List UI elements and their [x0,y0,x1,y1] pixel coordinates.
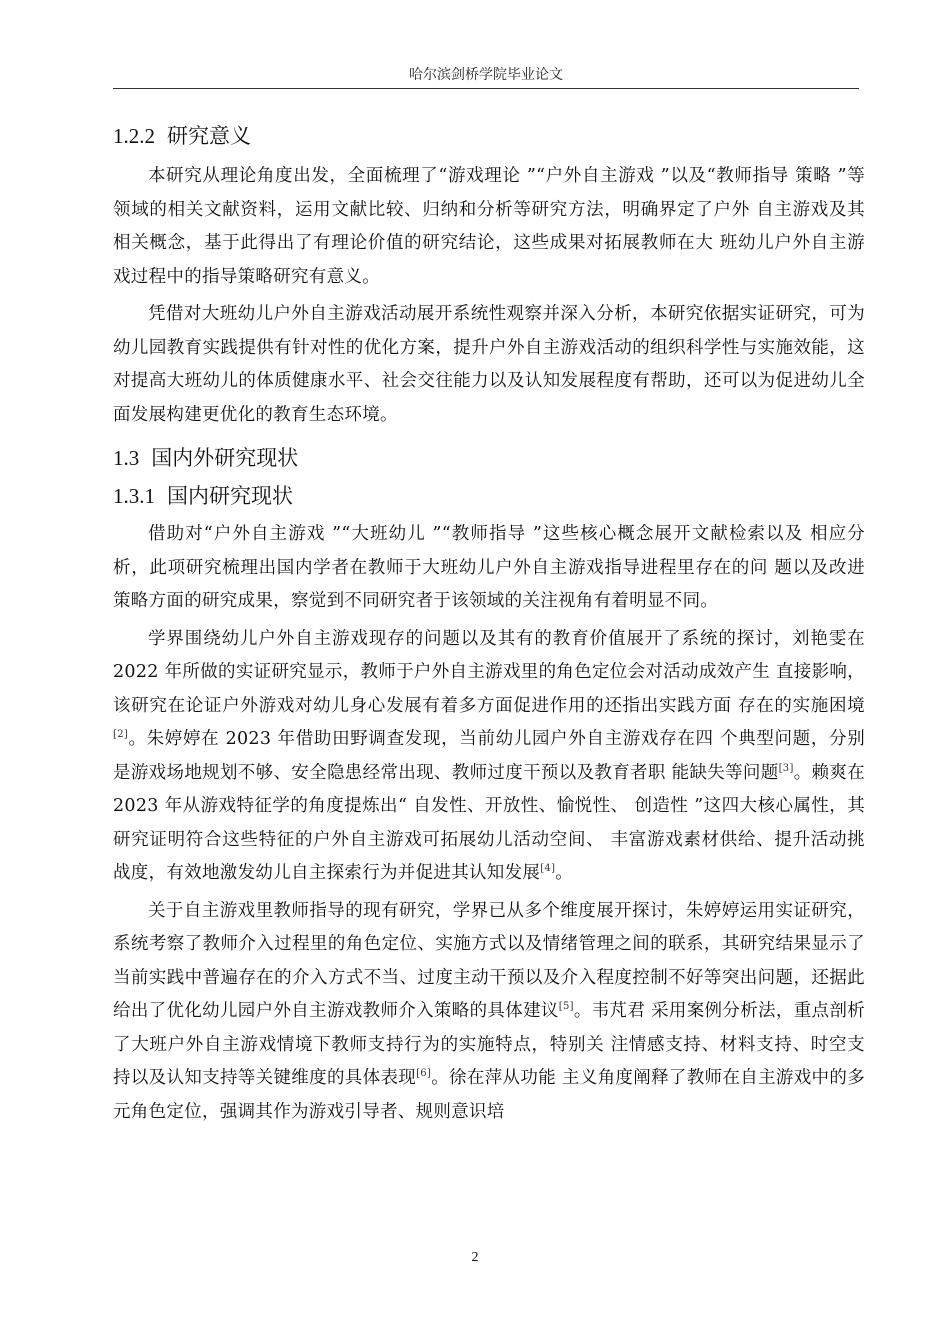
section-title: 国内研究现状 [167,484,293,508]
section-body-1-3-1 [113,518,865,1129]
page-number: 2 [471,1250,479,1265]
body-paragraph [113,623,865,891]
paragraph-text: 凭借对大班幼儿户外自主游戏活动展开系统性观察并深入分析，本研究依据实证研究，可为幼儿园教育实践提供有针对性的优化方案，提升户外自主游戏活动的组织科学性与实施效能，这对提高大班幼儿的体质健康水平、社会交往能力以及认知发展程度有帮助，还可以为促进幼儿全面发展构建更优化的教育生态环境。 [113,304,865,425]
paragraph-text: 。朱婷婷在 2023 年借助田野调查发现，当前幼儿园户外自主游戏存在四 个典型问题，分别是游戏场地规划不够、安全隐患经常出现、教师过度干预以及教育者职 能缺失等问题 [113,729,865,783]
paragraph-text: 。 [555,863,574,883]
section-number: 1.3.1 [113,484,155,508]
section-heading-1-3 [113,442,865,474]
citation-ref: [5] [558,1001,574,1013]
section-number: 1.2.2 [113,124,155,148]
body-paragraph [113,518,865,619]
section-number: 1.3 [113,446,140,470]
page-body [113,120,865,1129]
section-heading-1-3-1 [113,480,865,512]
paragraph-text: 。韦芃君 采用案例分析法，重点剖析了大班户外自主游戏情境下教师支持行为的实施特点，特别关 注情感支持、材料支持、时空支持以及认知支持等关键维度的具体表现 [113,1001,865,1088]
paragraph-text: 借助对“户外自主游戏 ”“大班幼儿 ”“教师指导 ”这些核心概念展开文献检索以及 相应分析，此项研究梳理出国内学者在教师于大班幼儿户外自主游戏指导进程里存在的问 题以及改进策略方面的研究成果，察觉到不同研究者于该领域的关注视角有着明显不同。 [113,524,865,611]
paragraph-text: 。徐在萍从功能 主义角度阐释了教师在自主游戏中的多元角色定位，强调其作为游戏引导者、规则意识培 [113,1068,865,1122]
citation-ref: [4] [540,863,556,875]
paragraph-text: 本研究从理论角度出发，全面梳理了“游戏理论 ”“户外自主游戏 ”以及“教师指导 策略 ”等领域的相关文献资料，运用文献比较、归纳和分析等研究方法，明确界定了户外 自主游戏及其相关概念，基于此得出了有理论价值的研究结论，这些成果对拓展教师在大 班幼儿户外自主游戏过程中的指导策略研究有意义。 [113,166,865,287]
citation-ref: [3] [778,762,794,774]
citation-ref: [2] [113,729,129,741]
body-paragraph [113,298,865,432]
section-title: 国内外研究现状 [151,446,299,470]
section-body-1-2-2 [113,160,865,432]
body-paragraph [113,895,865,1130]
section-heading-1-2-2 [113,120,865,152]
citation-ref: [6] [416,1068,432,1080]
header-divider [113,88,859,89]
paragraph-text: 。赖爽在 2023 年从游戏特征学的角度提炼出“ 自发性、开放性、愉悦性、 创造性 ”这四大核心属性，其研究证明符合这些特征的户外自主游戏可拓展幼儿活动空间、 丰富游戏素材供给、提升活动挑战度，有效地激发幼儿自主探索行为并促进其认知发展 [113,762,865,883]
page-header-title: 哈尔滨剑桥学院毕业论文 [409,67,563,83]
section-title: 研究意义 [167,124,251,148]
body-paragraph [113,160,865,294]
paragraph-text: 学界围绕幼儿户外自主游戏现存的问题以及其有的教育价值展开了系统的探讨，刘艳雯在 2022 年所做的实证研究显示，教师于户外自主游戏里的角色定位会对活动成效产生 直接影响，该研究在论证户外游戏对幼儿身心发展有着多方面促进作用的还指出实践方面 存在的实施困境 [113,628,865,716]
paragraph-text: 关于自主游戏里教师指导的现有研究，学界已从多个维度展开探讨，朱婷婷运用实证研究，系统考察了教师介入过程里的角色定位、实施方式以及情绪管理之间的联系，其研究结果显示了当前实践中普遍存在的介入方式不当、过度主动干预以及介入程度控制不好等突出问题，还据此给出了优化幼儿园户外自主游戏教师介入策略的具体建议 [113,900,865,1021]
